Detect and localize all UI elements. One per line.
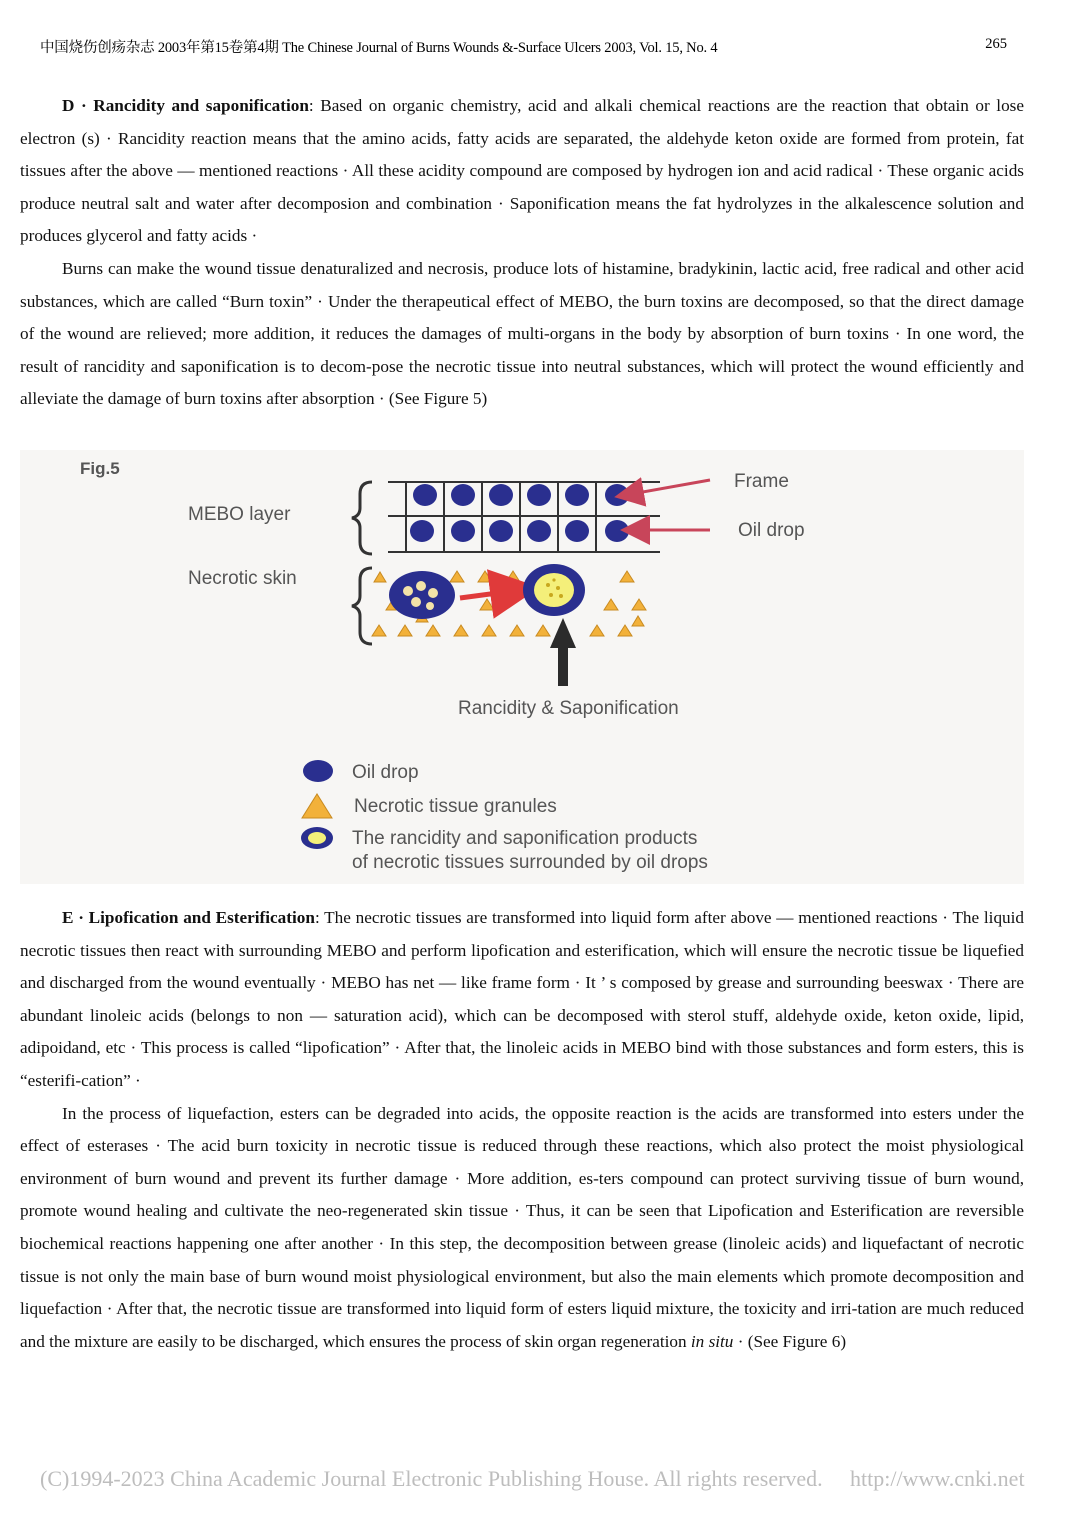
section-d-paragraph-2: Burns can make the wound tissue denaturalized and necrosis, produce lots of histamine, bradykinin, lactic acid, free radical and other acid substances, which are called “Burn toxin” · Under the therapeutical effect of MEBO, the burn toxins are decomposed, so that the direct damage of the wound are relieved; more addition, it reduces the damages of multi-organs in the body by absorption of burn toxins · In one word, the result of rancidity and saponification is to decom-pose the necrotic tissue into neutral substances, which will protect the wound efficiently and alleviate the damage of burn toxins after absorption · (See Figure 5) xyxy=(20,258,1024,409)
oil-drop-icon xyxy=(565,520,589,542)
process-label: Rancidity & Saponification xyxy=(458,698,679,719)
transformation-arrow xyxy=(460,590,520,598)
section-d-heading: D · Rancidity and saponification xyxy=(62,96,309,115)
legend-products-line2: of necrotic tissues surrounded by oil drops xyxy=(352,852,708,873)
legend-products-line1: The rancidity and saponification products xyxy=(352,828,698,849)
section-e-paragraph-1 xyxy=(20,902,1024,1098)
cnki-url: http://www.cnki.net xyxy=(850,1466,1025,1491)
oil-drop-icon xyxy=(565,484,589,506)
oil-drop-icon xyxy=(489,520,513,542)
frame-label: Frame xyxy=(734,471,789,492)
granule-icon xyxy=(374,572,386,582)
journal-citation: 中国烧伤创疡杂志 2003年第15卷第4期 The Chinese Journal of Burns Wounds &-Surface Ulcers 2003, Vol. 15, No. 4 xyxy=(40,40,718,56)
necrotic-skin-label: Necrotic skin xyxy=(188,568,297,589)
oil-drop-icon xyxy=(605,520,629,542)
legend-granule-icon xyxy=(302,794,332,818)
section-d xyxy=(20,90,1024,416)
up-arrow-icon xyxy=(550,618,576,686)
mebo-layer-label: MEBO layer xyxy=(188,504,291,525)
section-e-paragraph-2 xyxy=(20,1098,1024,1359)
section-e-heading: E · Lipofication and Esterification xyxy=(62,908,315,927)
oil-drop-with-granules-icon xyxy=(389,571,455,619)
oil-drop-icon xyxy=(413,484,437,506)
legend-oil-drop-label: Oil drop xyxy=(352,762,419,783)
oil-drop-icon xyxy=(527,484,551,506)
figure-5-diagram xyxy=(20,450,1024,884)
oil-drop-icon xyxy=(489,484,513,506)
section-e-text-1: : The necrotic tissues are transformed into liquid form after above — mentioned reactions · The liquid necrotic tissues then react with surrounding MEBO and perform lipofication and esterification, which will ensure the necrotic tissue be liquefied and discharged from the wound eventually · MEBO has net — like frame form · It ’ s composed by grease and surrounding beeswax · There are abundant linoleic acids (belongs to non — saturation acid), which can be decomposed with sterol stuff, aldehyde oxide, keton oxide, lipid, adipoidand, etc · This process is called “lipofication” · After that, the linoleic acids in MEBO bind with those substances and form esters, this is “esterifi-cation” · xyxy=(20,908,1025,1090)
oil-drop-icon xyxy=(527,520,551,542)
copyright-notice: (C)1994-2023 China Academic Journal Electronic Publishing House. All rights reserved. xyxy=(40,1466,823,1491)
legend-oil-drop-icon xyxy=(303,760,333,782)
oil-drop-icon xyxy=(605,484,629,506)
figure-5 xyxy=(20,450,1024,884)
oil-drop-icon xyxy=(451,484,475,506)
section-d-paragraph-1 xyxy=(20,90,1024,253)
oil-drop-icon xyxy=(410,520,434,542)
saponification-product-icon xyxy=(523,564,585,616)
oil-drop-icon xyxy=(451,520,475,542)
legend-product-icon xyxy=(301,827,333,849)
legend xyxy=(301,760,708,873)
running-header xyxy=(40,36,1035,60)
section-d-text-1: : Based on organic chemistry, acid and alkali chemical reactions are the reaction that obtain or lose electron (s) · Rancidity reaction means that the amino acids, fatty acids are separated, the aldehyde keton oxide are formed from protein, fat tissues after the above — mentioned reactions · All these acidity compound are composed by hydrogen ion and acid radical · These organic acids produce neutral salt and water after decomposion and combination · Saponification means the fat hydrolyzes in the alkalescence solution and produces glycerol and fatty acids · xyxy=(20,96,1024,246)
figure-label: Fig.5 xyxy=(80,459,120,478)
figure-6-reference: · (See Figure 6) xyxy=(733,1331,847,1351)
oil-drop-label: Oil drop xyxy=(738,520,805,541)
cnki-footer xyxy=(40,1466,1040,1492)
legend-granules-label: Necrotic tissue granules xyxy=(354,796,557,817)
section-e xyxy=(20,902,1024,1358)
page-number: 265 xyxy=(985,36,1007,52)
in-situ-term: in situ xyxy=(690,1331,734,1351)
mebo-layer-brace xyxy=(352,482,372,554)
necrotic-skin-brace xyxy=(352,568,372,644)
section-e-text-2: In the process of liquefaction, esters can be degraded into acids, the opposite reaction is the acids are transformed into esters under the effect of esterases · The acid burn toxicity in necrotic tissue is reduced through these reactions, which also protect the moist physiological environment of burn wound and prevent its further damage · More addition, es-ters compound can protect surviving tissue of burn wound, promote wound healing and cultivate the neo-regenerated skin tissue · Thus, it can be seen that Lipofication and Esterification are reversible biochemical reactions happening one after another · In this step, the decomposition between grease (linoleic acids) and liquefactant of necrotic tissue is not only the main base of burn wound moist physiological environment, but also the main elements which promote decomposition and liquefaction · After that, the necrotic tissue are transformed into liquid form of esters liquid mixture, the toxicity and irri-tation are much reduced and the mixture are easily to be discharged, which ensures the process of skin organ regeneration xyxy=(20,1103,1024,1351)
